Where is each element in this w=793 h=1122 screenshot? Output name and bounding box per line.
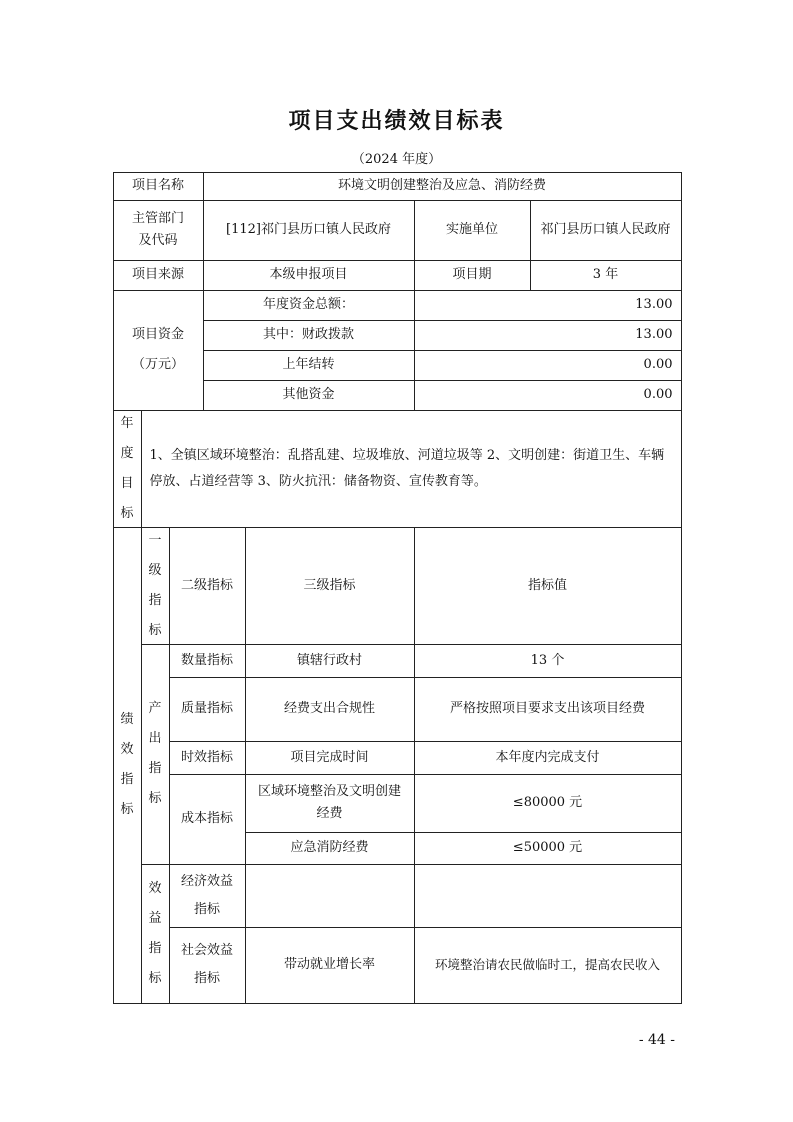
project-name-label: 项目名称	[113, 172, 204, 201]
period-label: 项目期	[414, 260, 531, 291]
document-title: 项目支出绩效目标表	[288, 108, 505, 134]
benefit-indicators-label	[141, 864, 170, 1004]
benefit-indicators-label-text: 效益指标	[148, 880, 162, 986]
fiscal-year: （2024 年度）	[351, 152, 442, 167]
output-indicators-label	[141, 644, 170, 865]
output-indicators-label-text: 产出指标	[148, 701, 162, 806]
indicator-level2: 数量指标	[169, 644, 246, 678]
funds-row-value: 0.00	[414, 350, 682, 381]
indicator-level3: 带动就业增长率	[245, 927, 415, 1004]
period-value: 3 年	[530, 260, 682, 291]
funds-label: 项目资金（万元）	[113, 290, 204, 411]
funds-row-label: 上年结转	[203, 350, 415, 381]
indicator-level2: 时效指标	[169, 741, 246, 775]
indicator-value: ≤50000 元	[414, 832, 682, 865]
funds-row-value: 13.00	[414, 290, 682, 321]
source-value: 本级申报项目	[203, 260, 415, 291]
header-level1	[141, 527, 170, 645]
dept-value: [112]祁门县历口镇人民政府	[203, 200, 415, 261]
indicator-level3: 镇辖行政村	[245, 644, 415, 678]
header-level3: 三级指标	[245, 527, 415, 645]
indicator-level2: 社会效益指标	[169, 927, 246, 1004]
indicator-value: 本年度内完成支付	[414, 741, 682, 775]
funds-row-label: 其中：财政拨款	[203, 320, 415, 351]
annual-goal-label	[113, 410, 142, 528]
indicator-level3: 项目完成时间	[245, 741, 415, 775]
header-level2: 二级指标	[169, 527, 246, 645]
indicator-level2: 质量指标	[169, 677, 246, 742]
header-level1-text: 一级指标	[148, 532, 162, 638]
indicator-value: 13 个	[414, 644, 682, 678]
annual-goal-text: 1、全镇区域环境整治：乱搭乱建、垃圾堆放、河道垃圾等 2、文明创建：街道卫生、车辆停放、占道经营等 3、防火抗汛：储备物资、宣传教育等。	[141, 410, 682, 528]
indicator-value: 严格按照项目要求支出该项目经费	[414, 677, 682, 742]
funds-row-value: 13.00	[414, 320, 682, 351]
performance-indicators-label	[113, 527, 142, 1004]
indicator-level3	[245, 864, 415, 928]
indicator-value	[414, 864, 682, 928]
header-value: 指标值	[414, 527, 682, 645]
performance-indicators-label-text: 绩效指标	[120, 712, 134, 817]
indicator-value: ≤80000 元	[414, 774, 682, 833]
funds-row-label: 其他资金	[203, 380, 415, 411]
indicator-level2: 经济效益指标	[169, 864, 246, 928]
funds-row-value: 0.00	[414, 380, 682, 411]
impl-unit-label: 实施单位	[414, 200, 531, 261]
cost-indicator-label: 成本指标	[169, 774, 246, 865]
page-number: - 44 -	[638, 1032, 675, 1048]
indicator-level3: 区域环境整治及文明创建经费	[245, 774, 415, 833]
annual-goal-label-text: 年度目标	[120, 415, 134, 521]
project-name-value: 环境文明创建整治及应急、消防经费	[203, 172, 682, 201]
indicator-value: 环境整治请农民做临时工，提高农民收入	[414, 927, 682, 1004]
indicator-level3: 经费支出合规性	[245, 677, 415, 742]
source-label: 项目来源	[113, 260, 204, 291]
funds-row-label: 年度资金总额：	[203, 290, 415, 321]
dept-label: 主管部门及代码	[113, 200, 204, 261]
indicator-level3: 应急消防经费	[245, 832, 415, 865]
impl-unit-value: 祁门县历口镇人民政府	[530, 200, 682, 261]
